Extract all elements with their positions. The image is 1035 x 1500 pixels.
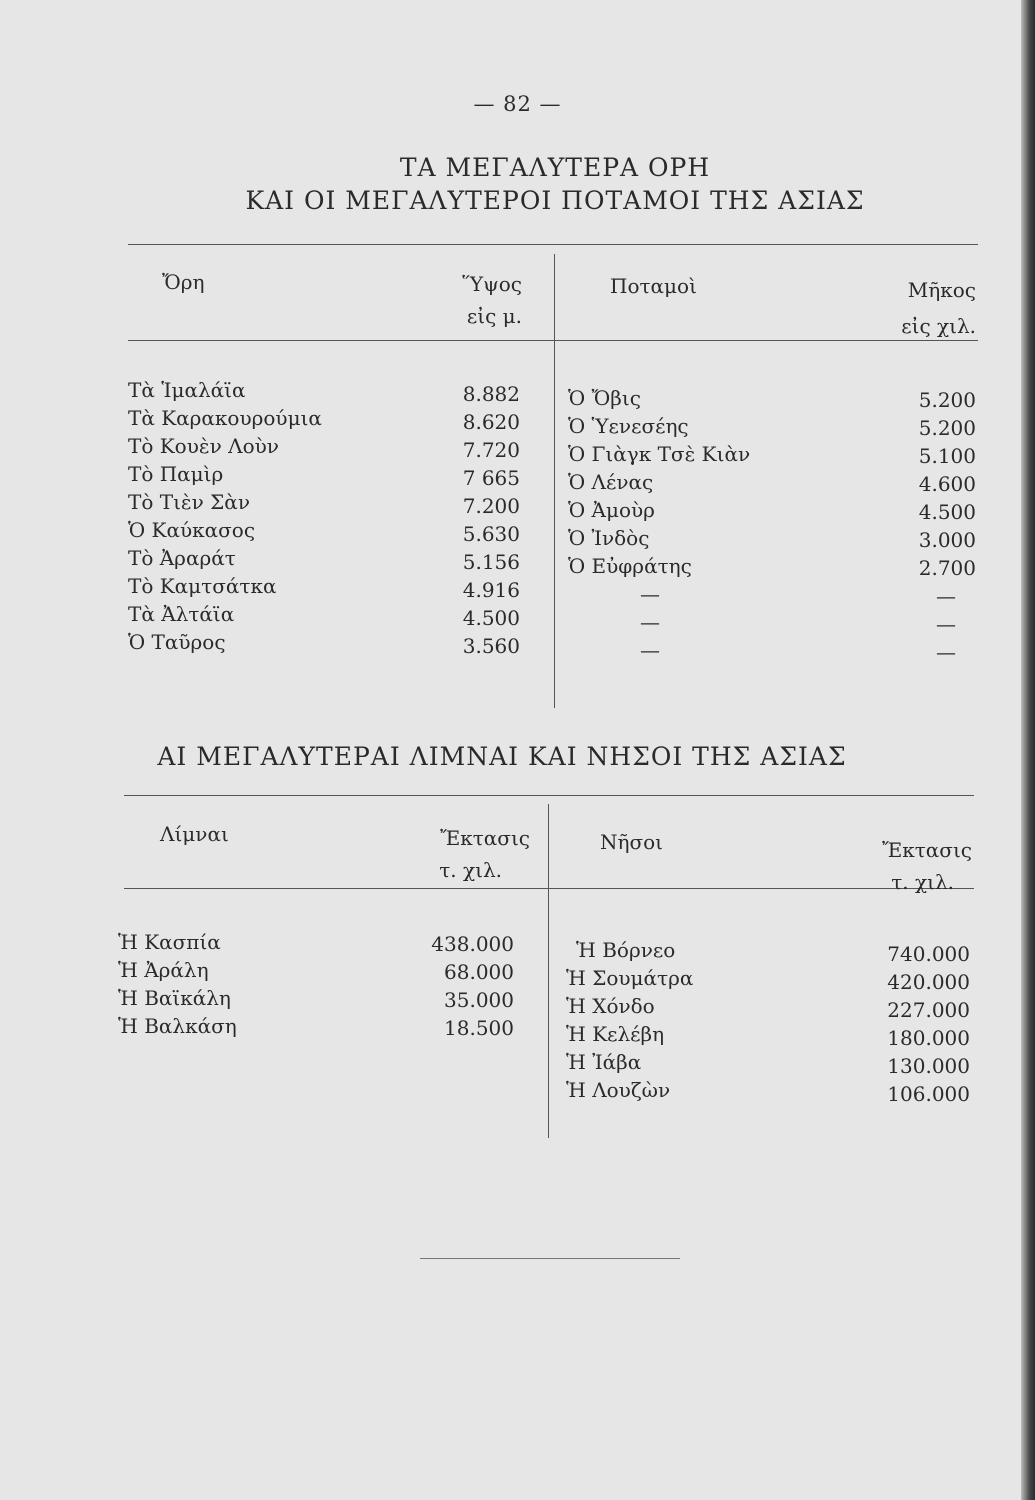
lake-name: Ἡ Βαϊκάλη bbox=[118, 986, 231, 1010]
mountain-height: 5.156 bbox=[462, 550, 520, 574]
mountains-name-column bbox=[128, 376, 322, 656]
mountain-height: 7.200 bbox=[462, 494, 520, 518]
mountain-height: 4.916 bbox=[462, 578, 520, 602]
header-islands: Νῆσοι bbox=[600, 830, 664, 854]
lake-name: Ἡ Βαλκάση bbox=[118, 1014, 237, 1038]
rivers-length-column bbox=[876, 386, 976, 666]
mountain-name: Τὰ Ἀλτάϊα bbox=[128, 602, 235, 626]
mountain-name: Τὸ Ἀραράτ bbox=[128, 546, 236, 570]
river-name-empty: — bbox=[640, 582, 660, 606]
lake-name: Ἡ Ἀράλη bbox=[118, 958, 209, 982]
lakes-islands-title: ΑΙ ΜΕΓΑΛΥΤΕΡΑΙ ΛΙΜΝΑΙ ΚΑΙ ΝΗΣΟΙ ΤΗΣ ΑΣΙΑΣ bbox=[157, 742, 847, 771]
mountains-height-column bbox=[420, 380, 520, 660]
river-length: 3.000 bbox=[918, 528, 976, 552]
closing-rule bbox=[420, 1258, 680, 1259]
header-area2-line1: Ἔκτασις bbox=[882, 838, 972, 862]
islands-name-column bbox=[566, 936, 693, 1104]
lake-area: 18.500 bbox=[444, 1016, 514, 1040]
table1-top-rule bbox=[128, 244, 978, 245]
lakes-name-column bbox=[118, 928, 237, 1040]
river-name: Ὁ Ἰνδὸς bbox=[568, 526, 650, 550]
mountain-height: 7.720 bbox=[462, 438, 520, 462]
table2-top-rule bbox=[124, 795, 974, 796]
mountain-height: 7 665 bbox=[462, 466, 520, 490]
river-length-empty: — bbox=[936, 584, 956, 608]
header-area-line2: τ. χιλ. bbox=[439, 858, 502, 882]
lake-name: Ἡ Κασπία bbox=[118, 930, 221, 954]
header-mountains: Ὄρη bbox=[162, 270, 205, 294]
river-name: Ὁ Ἀμοὺρ bbox=[568, 498, 655, 522]
table2-divider bbox=[548, 804, 549, 1138]
header-area2-line2: τ. χιλ. bbox=[891, 870, 954, 894]
river-length-empty: — bbox=[936, 612, 956, 636]
mountain-height: 3.560 bbox=[462, 634, 520, 658]
header-lakes: Λίμναι bbox=[160, 822, 229, 846]
island-name: Ἡ Κελέβη bbox=[566, 1022, 665, 1046]
mountains-rivers-title-line2: ΚΑΙ ΟΙ ΜΕΓΑΛΥΤΕΡΟΙ ΠΟΤΑΜΟΙ ΤΗΣ ΑΣΙΑΣ bbox=[245, 186, 865, 215]
header-height-line1: Ὕψος bbox=[462, 272, 522, 296]
river-length-empty: — bbox=[936, 640, 956, 664]
mountain-name: Τὸ Παμὶρ bbox=[128, 462, 224, 486]
page-edge-shadow bbox=[1021, 0, 1035, 1500]
mountain-name: Τὸ Κουὲν Λοὺν bbox=[128, 434, 279, 458]
river-length: 5.200 bbox=[918, 416, 976, 440]
header-height-line2: εἰς μ. bbox=[466, 304, 522, 328]
mountain-name: Τὸ Καμτσάτκα bbox=[128, 574, 277, 598]
header-length-line1: Μῆκος bbox=[907, 278, 976, 302]
mountain-height: 4.500 bbox=[462, 606, 520, 630]
river-name-empty: — bbox=[640, 610, 660, 634]
river-name: Ὁ Ὑενεσέης bbox=[568, 414, 689, 438]
mountain-name: Ὁ Ταῦρος bbox=[128, 630, 226, 654]
island-name: Ἡ Λουζὼν bbox=[566, 1078, 671, 1102]
island-area: 420.000 bbox=[887, 970, 970, 994]
mountain-height: 5.630 bbox=[462, 522, 520, 546]
river-name: Ὁ Λένας bbox=[568, 470, 654, 494]
table1-divider bbox=[554, 254, 555, 708]
river-length: 5.100 bbox=[918, 444, 976, 468]
river-name: Ὁ Ὄβις bbox=[568, 386, 641, 410]
island-name: Ἡ Χόνδο bbox=[566, 994, 655, 1018]
lake-area: 438.000 bbox=[431, 932, 514, 956]
table2-header-rule bbox=[124, 888, 974, 889]
mountain-name: Τὸ Τιὲν Σὰν bbox=[128, 490, 250, 514]
island-name: Ἡ Σουμάτρα bbox=[566, 966, 694, 990]
island-name: Ἡ Ἰάβα bbox=[566, 1050, 642, 1074]
river-name: Ὁ Γιὰγκ Τσὲ Κιὰν bbox=[568, 442, 751, 466]
mountain-name: Τὰ Καρακουρούμια bbox=[128, 406, 322, 430]
island-area: 740.000 bbox=[887, 942, 970, 966]
rivers-name-column bbox=[568, 384, 798, 664]
mountain-name: Τὰ Ἱμαλάϊα bbox=[128, 378, 246, 402]
island-area: 180.000 bbox=[887, 1026, 970, 1050]
header-length-line2: εἰς χιλ. bbox=[901, 314, 976, 338]
river-length: 4.600 bbox=[918, 472, 976, 496]
header-rivers: Ποταμοὶ bbox=[610, 274, 697, 298]
islands-area-column bbox=[850, 940, 970, 1108]
river-name: Ὁ Εὐφράτης bbox=[568, 554, 692, 578]
river-length: 5.200 bbox=[918, 388, 976, 412]
island-area: 106.000 bbox=[887, 1082, 970, 1106]
lakes-area-column bbox=[400, 930, 514, 1042]
river-length: 2.700 bbox=[918, 556, 976, 580]
lake-area: 68.000 bbox=[444, 960, 514, 984]
mountain-name: Ὁ Καύκασος bbox=[128, 518, 256, 542]
island-area: 130.000 bbox=[887, 1054, 970, 1078]
page-number: — 82 — bbox=[473, 92, 562, 116]
mountain-height: 8.620 bbox=[462, 410, 520, 434]
lake-area: 35.000 bbox=[444, 988, 514, 1012]
mountains-rivers-title-line1: ΤΑ ΜΕΓΑΛΥΤΕΡΑ ΟΡΗ bbox=[399, 153, 711, 182]
river-name-empty: — bbox=[640, 638, 660, 662]
island-area: 227.000 bbox=[887, 998, 970, 1022]
island-name: Ἡ Βόρνεο bbox=[576, 938, 676, 962]
mountain-height: 8.882 bbox=[462, 382, 520, 406]
header-area-line1: Ἔκτασις bbox=[440, 826, 530, 850]
river-length: 4.500 bbox=[918, 500, 976, 524]
table1-header-rule bbox=[128, 340, 978, 341]
